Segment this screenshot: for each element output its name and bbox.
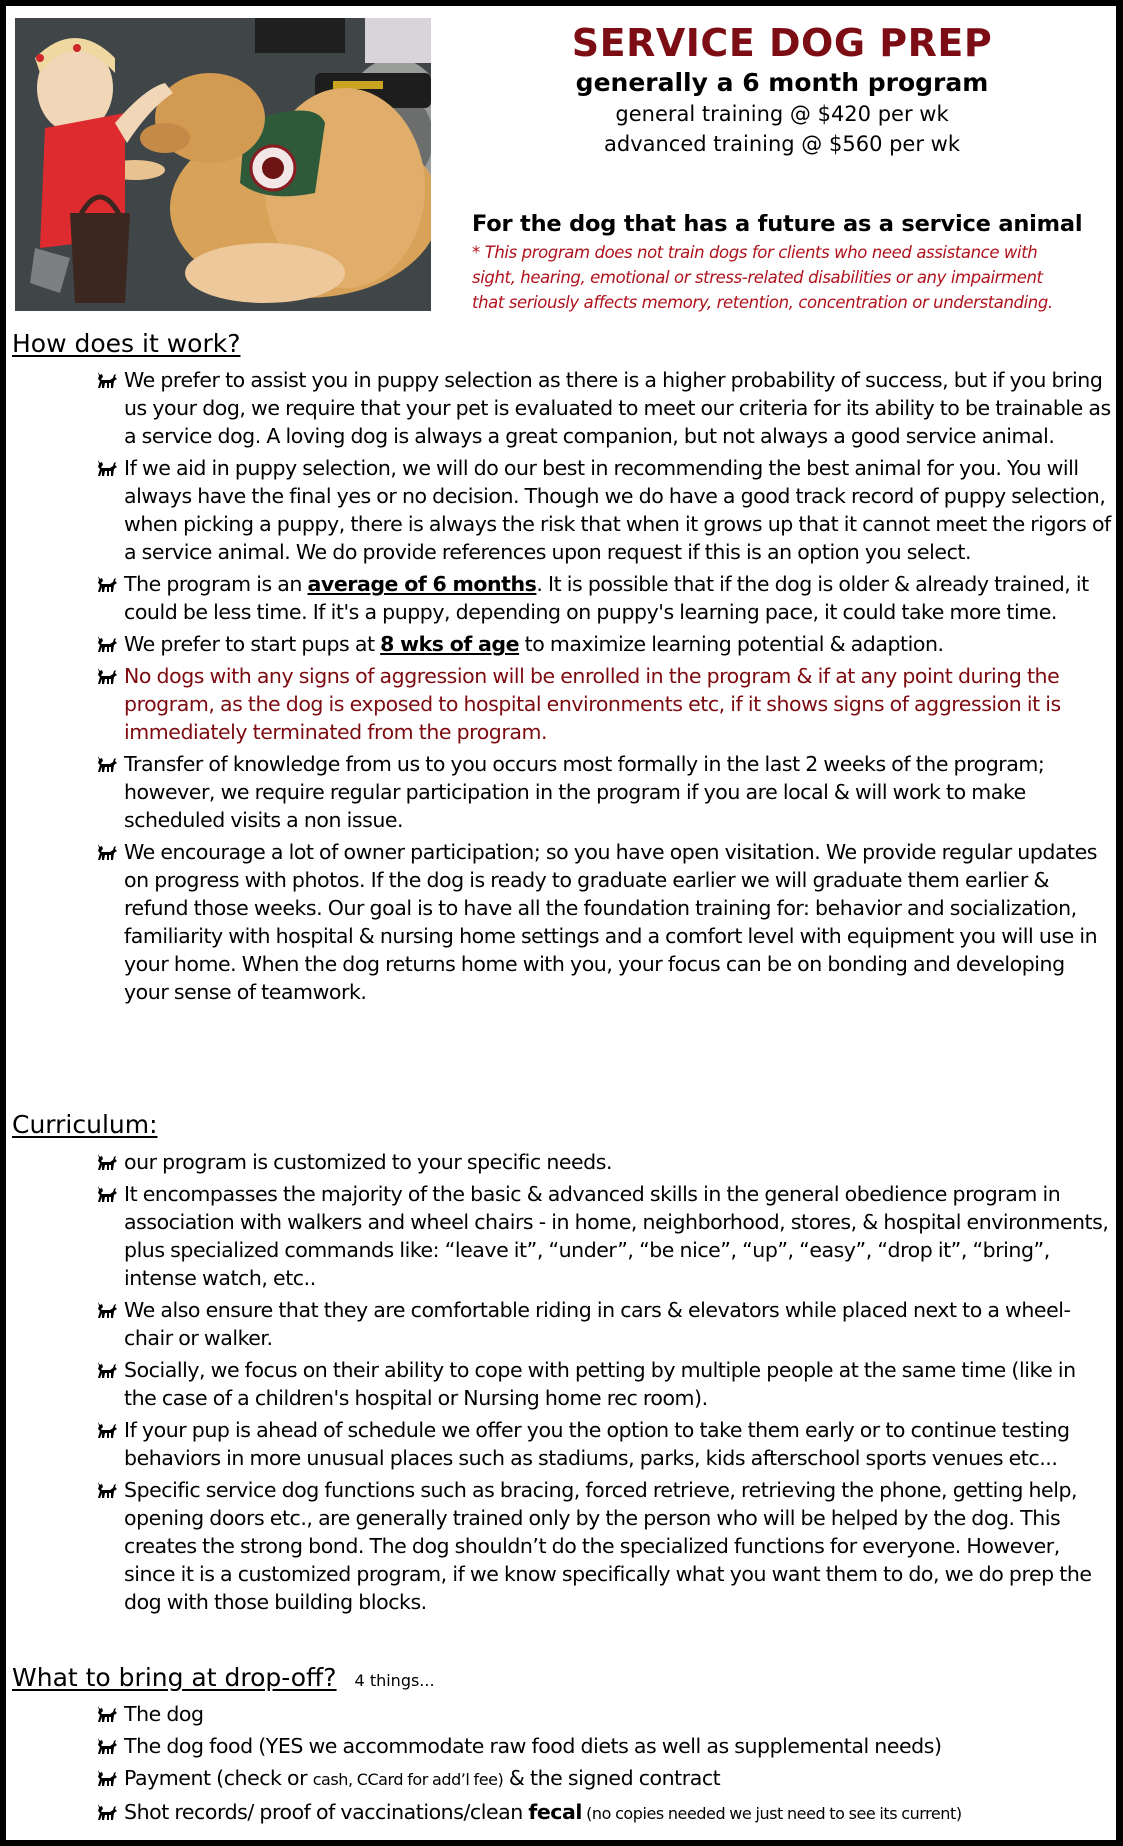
dog-silhouette-icon bbox=[96, 843, 118, 861]
dropoff-list bbox=[96, 1700, 1112, 1832]
item-text: The dog food (YES we accommodate raw food diets as well as supplemental needs) bbox=[124, 1734, 942, 1758]
dog-silhouette-icon bbox=[96, 1705, 118, 1723]
item-text-pre: We prefer to start pups at bbox=[124, 632, 381, 656]
disclaimer-line: that seriously affects memory, retention, concentration or understanding. bbox=[472, 293, 1053, 312]
header bbox=[446, 20, 1108, 159]
section-heading-curriculum: Curriculum: bbox=[12, 1110, 158, 1139]
item-text-small: (no copies needed we just need to see its current) bbox=[581, 1804, 962, 1823]
list-item bbox=[96, 750, 1112, 834]
section-heading-dropoff bbox=[12, 1662, 435, 1697]
item-text: We also ensure that they are comfortable riding in cars & elevators while placed next to a wheelchair or walker. bbox=[124, 1298, 1071, 1350]
item-text-post: . It is possible that if the dog is older & already trained, it could be less time. If it's a puppy, depending on puppy's learning pace, it could take more time. bbox=[124, 572, 1089, 624]
dog-silhouette-icon bbox=[96, 635, 118, 653]
dog-silhouette-icon bbox=[96, 459, 118, 477]
item-text: We prefer to assist you in puppy selection as there is a higher probability of success, but if you bring us your dog, we require that your pet is evaluated to meet our criteria for its ability to be trainable as a service dog. A loving dog is always a great companion, but not always a good service animal. bbox=[124, 368, 1111, 448]
section-heading-how: How does it work? bbox=[12, 329, 241, 358]
item-text-post: to maximize learning potential & adaption. bbox=[519, 632, 944, 656]
dropoff-heading-text: What to bring at drop-off? bbox=[12, 1663, 337, 1692]
dog-silhouette-icon bbox=[96, 755, 118, 773]
item-text: our program is customized to your specific needs. bbox=[124, 1150, 613, 1174]
list-item bbox=[96, 1148, 1112, 1176]
item-text-pre: Payment (check or bbox=[124, 1766, 313, 1790]
item-text: We encourage a lot of owner participation; so you have open visitation. We provide regular updates on progress with photos. If the dog is ready to graduate earlier we will graduate them earlier & refund those weeks. Our goal is to have all the foundation training for: behavior and socialization, familiarity with hospital & nursing home settings and a comfort level with equipment you will use in your home. When the dog returns home with you, your focus can be on bonding and developing your sense of teamwork. bbox=[124, 840, 1098, 1004]
disclaimer bbox=[472, 240, 1112, 315]
emphasis-duration: average of 6 months bbox=[307, 572, 537, 596]
list-item bbox=[96, 1732, 1112, 1760]
list-item bbox=[96, 366, 1112, 450]
dog-silhouette-icon bbox=[96, 1803, 118, 1821]
dog-silhouette-icon bbox=[96, 575, 118, 593]
page-title: SERVICE DOG PREP bbox=[571, 21, 993, 65]
item-text: If we aid in puppy selection, we will do our best in recommending the best animal for you. You will always have the final yes or no decision. Though we do have a good track record of puppy selection, when picking a puppy, there is always the risk that when it grows up that it cannot meet the rigors of a service animal. We do provide references upon request if this is an option you select. bbox=[124, 456, 1111, 564]
disclaimer-line: sight, hearing, emotional or stress-related disabilities or any impairment bbox=[472, 268, 1043, 287]
list-item bbox=[96, 454, 1112, 566]
item-text: If your pup is ahead of schedule we offer you the option to take them early or to continue testing behaviors in more unusual places such as stadiums, parks, kids afterschool sports venues etc... bbox=[124, 1418, 1070, 1470]
dropoff-count: 4 things... bbox=[354, 1671, 435, 1690]
list-item bbox=[96, 570, 1112, 626]
list-item bbox=[96, 630, 1112, 658]
item-text: It encompasses the majority of the basic & advanced skills in the general obedience program in association with walkers and wheel chairs - in home, neighborhood, stores, & hospital environments, plus specialized commands like: “leave it”, “under”, “be nice”, “up”, “easy”, “drop it”, “bring”, intense watch, etc.. bbox=[124, 1182, 1109, 1290]
dog-silhouette-icon bbox=[96, 1185, 118, 1203]
service-dog-photo bbox=[15, 18, 431, 311]
list-item bbox=[96, 838, 1112, 1006]
item-text-small: cash, CCard for add’l fee) bbox=[312, 1770, 504, 1789]
dog-silhouette-icon bbox=[96, 667, 118, 685]
dog-silhouette-icon bbox=[96, 1301, 118, 1319]
dog-silhouette-icon bbox=[96, 1361, 118, 1379]
dog-silhouette-icon bbox=[96, 1421, 118, 1439]
list-item bbox=[96, 1180, 1112, 1292]
dog-silhouette-icon bbox=[96, 371, 118, 389]
item-text: Socially, we focus on their ability to cope with petting by multiple people at the same time (like in the case of a children's hospital or Nursing home rec room). bbox=[124, 1358, 1076, 1410]
item-text: Specific service dog functions such as bracing, forced retrieve, retrieving the phone, getting help, opening doors etc., are generally trained only by the person who will be helped by the dog. This creates the strong bond. The dog shouldn’t do the specialized functions for everyone. However, since it is a customized program, if we know specifically what you want them to do, we do prep the dog with those building blocks. bbox=[124, 1478, 1092, 1614]
flyer-page bbox=[6, 6, 1116, 1840]
list-item bbox=[96, 1764, 1112, 1794]
list-item bbox=[96, 1356, 1112, 1412]
disclaimer-line: * This program does not train dogs for clients who need assistance with bbox=[472, 243, 1038, 262]
list-item bbox=[96, 1798, 1112, 1828]
item-text-pre: The program is an bbox=[124, 572, 308, 596]
general-training-price: general training @ $420 per wk bbox=[615, 102, 949, 126]
list-item bbox=[96, 1476, 1112, 1616]
dog-silhouette-icon bbox=[96, 1769, 118, 1787]
item-text-pre: Shot records/ proof of vaccinations/clean bbox=[124, 1800, 529, 1824]
item-text-post: & the signed contract bbox=[503, 1766, 721, 1790]
dog-silhouette-icon bbox=[96, 1737, 118, 1755]
item-text-bold: fecal bbox=[528, 1800, 582, 1824]
program-duration: generally a 6 month program bbox=[575, 68, 989, 97]
advanced-training-price: advanced training @ $560 per wk bbox=[604, 132, 960, 156]
list-item bbox=[96, 1416, 1112, 1472]
dog-silhouette-icon bbox=[96, 1153, 118, 1171]
tagline: For the dog that has a future as a service animal bbox=[472, 211, 1083, 237]
item-text: No dogs with any signs of aggression will be enrolled in the program & if at any point during the program, as the dog is exposed to hospital environments etc, if it shows signs of aggression it is immediately terminated from the program. bbox=[124, 664, 1061, 744]
list-item bbox=[96, 1700, 1112, 1728]
curriculum-list bbox=[96, 1148, 1112, 1620]
list-item bbox=[96, 1296, 1112, 1352]
item-text: Transfer of knowledge from us to you occurs most formally in the last 2 weeks of the program; however, we require regular participation in the program if you are local & will work to make scheduled visits a non issue. bbox=[124, 752, 1045, 832]
how-list bbox=[96, 366, 1112, 1010]
photo-illustration bbox=[15, 18, 431, 311]
item-text: The dog bbox=[124, 1702, 204, 1726]
list-item-warning bbox=[96, 662, 1112, 746]
emphasis-age: 8 wks of age bbox=[380, 632, 520, 656]
dog-silhouette-icon bbox=[96, 1481, 118, 1499]
